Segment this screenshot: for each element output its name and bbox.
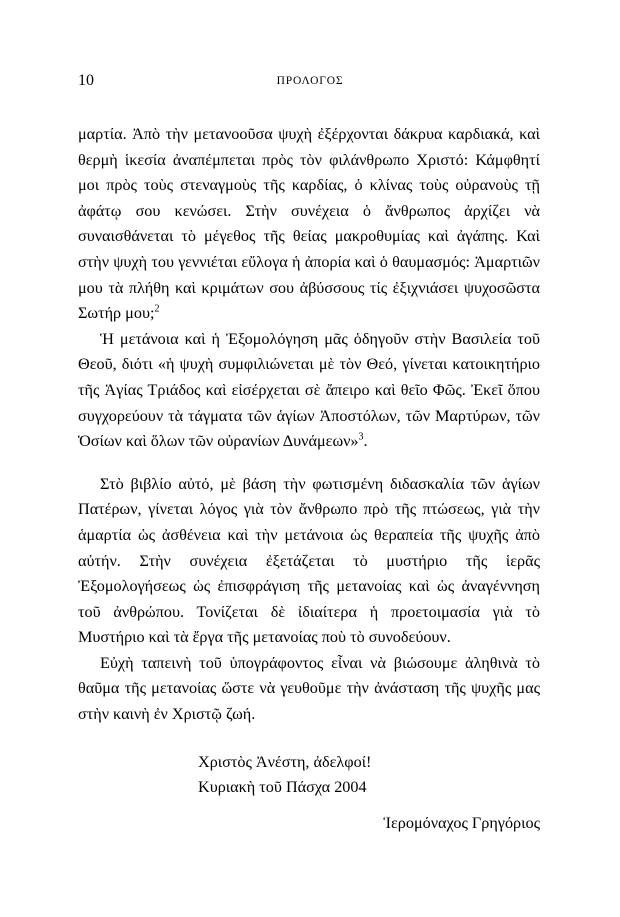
page-number: 10 [78,72,94,89]
footnote-marker-2: 2 [154,303,160,315]
closing-greeting: Χριστὸς Ἀνέστη, ἀδελφοί! [198,752,372,771]
footnote-marker-3: 3 [358,431,364,443]
page-header [78,72,542,92]
paragraph-4: Εὐχὴ ταπεινὴ τοῦ ὑπογράφοντος εἶναι νὰ βιώσουμε ἀληθινὰ τὸ θαῦμα τῆς μετανοίας ὥστε νὰ γευθοῦμε τὴν ἀνάσταση τῆς ψυχῆς μας στὴν καινὴ ἐν Χριστῷ ζωή. [78,653,540,724]
paragraph-2-text: Ἡ μετάνοια καὶ ἡ Ἐξομολόγηση μᾶς ὁδηγοῦν στὴν Βασιλεία τοῦ Θεοῦ, διότι «ἡ ψυχὴ συμφιλιώνεται μὲ τὸν Θεό, γίνεται κατοικητήριο τῆς Ἁγίας Τριάδος καὶ εἰσέρχεται σὲ ἄπειρο καὶ θεῖο Φῶς. Ἐκεῖ ὅπου συγχορεύουν τὰ τάγματα τῶν ἁγίων Ἀποστόλων, τῶν Μαρτύρων, τῶν Ὁσίων καὶ ὅλων τῶν οὐρανίων Δυνάμεων» [78,329,540,451]
closing-block [78,750,540,837]
closing-date: Κυριακὴ τοῦ Πάσχα 2004 [198,778,367,797]
closing-signature: Ἱερομόναχος Γρηγόριος [383,813,540,832]
paragraph-2: Ἡ μετάνοια καὶ ἡ Ἐξομολόγηση μᾶς ὁδηγοῦν στὴν Βασιλεία τοῦ Θεοῦ, διότι «ἡ ψυχὴ συμφιλιώνεται μὲ τὸν Θεό, γίνεται κατοικητήριο τῆς Ἁγίας Τριάδος καὶ εἰσέρχεται σὲ ἄπειρο καὶ θεῖο Φῶς. Ἐκεῖ ὅπου συγχορεύουν τὰ τάγματα τῶν ἁγίων Ἀποστόλων, τῶν Μαρτύρων, τῶν Ὁσίων καὶ ὅλων τῶν οὐρανίων Δυνάμεων»$^3$. [78,329,540,451]
paragraph-1 [78,122,540,327]
paragraph-1-text: μαρτία. Ἀπὸ τὴν μετανοοῦσα ψυχὴ ἐξέρχονται δάκρυα καρδιακά, καὶ θερμὴ ἱκεσία ἀναπέμπεται πρὸς τὸν φιλάνθρωπο Χριστό: Κάμφθητί μοι πρὸς τοὺς στεναγμοὺς τῆς καρδίας, ὁ κλίνας τοὺς οὐρανοὺς τῇ ἀφάτῳ σου κενώσει. Στὴν συνέχεια ὁ ἄνθρωπος ἀρχίζει νὰ συναισθάνεται τὸ μέγεθος τῆς θείας μακροθυμίας καὶ ἀγάπης. Καὶ στὴν ψυχὴ του γεννιέται εὔλογα ἡ ἀπορία καὶ ὁ θαυμασμός: Ἁμαρτιῶν μου τὰ πλήθη καὶ κριμάτων σου ἀβύσσους τίς ἐξιχνιάσει ψυχοσῶστα Σωτήρ μου; [78,125,540,323]
running-head: ΠΡΟΛΟΓΟΣ [276,75,344,87]
paragraph-3: Στὸ βιβλίο αὐτό, μὲ βάση τὴν φωτισμένη διδασκαλία τῶν ἁγίων Πατέρων, γίνεται λόγος γιὰ τὸν ἄνθρωπο πρὸ τῆς πτώσεως, γιὰ τὴν ἁμαρτία ὡς ἀσθένεια καὶ τὴν μετάνοια ὡς θεραπεία τῆς ψυχῆς ἀπὸ αὐτήν. Στὴν συνέχεια ἐξετάζεται τὸ μυστήριο τῆς ἱερᾶς Ἐξομολογήσεως ὡς ἐπισφράγιση τῆς μετανοίας καὶ ὡς ἀναγέννηση τοῦ ἀνθρώπου. Τονίζεται δὲ ἰδιαίτερα ἡ προετοιμασία γιὰ τὸ Μυστήριο καὶ τὰ ἔργα τῆς μετανοίας ποὺ τὸ συνοδεύουν. [78,474,540,647]
body-text [78,122,540,836]
